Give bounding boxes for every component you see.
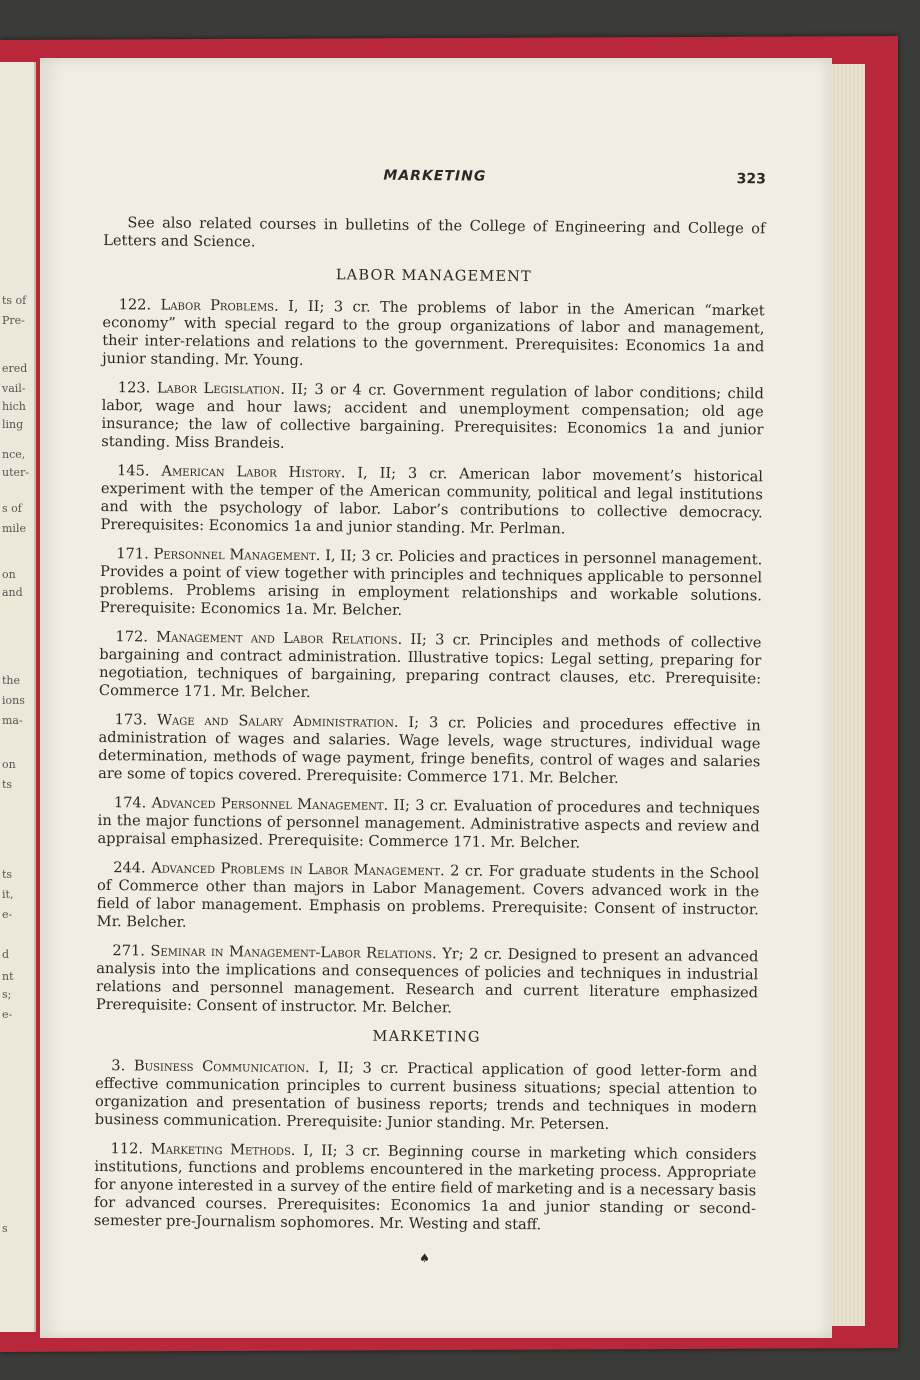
running-head-title: MARKETING (383, 167, 487, 185)
left-page-fragment: the (2, 674, 21, 687)
left-page-fragment: s of (2, 502, 22, 515)
left-page-fragment: s; (2, 988, 12, 1001)
left-page-fragment: Pre- (2, 314, 25, 327)
course-title: Labor Legislation. (156, 379, 285, 398)
course-entry (102, 296, 765, 374)
course-number: 123. (117, 379, 151, 397)
course-entry (97, 859, 760, 937)
course-description: I, II; 3 cr. The problems of labor in the American “market economy” with special regard to the group organizations of labor and management, their inter-relations and relations to the government. Prerequisites: Economics 1a and junior standing. Mr. Young. (102, 297, 765, 369)
course-number: 171. (116, 545, 149, 563)
course-entry (100, 545, 763, 623)
left-page-fragment: and (2, 586, 23, 599)
course-title: Business Communication. (133, 1057, 310, 1077)
course-description: Yr; 2 cr. Designed to present an advanced analysis into the implications and consequences of policies and techniques in industrial relations and personnel management. Research and current literature emphasized Prerequisite: Consent of instructor. Mr. Belcher. (95, 945, 759, 1017)
left-page-fragment: ts of (2, 294, 27, 307)
course-description: II; 3 cr. Evaluation of procedures and techniques in the major functions of personnel management. Administrative aspects and review and appraisal emphasized. Prerequisite: Commerce 171. Mr. Belcher. (97, 796, 760, 852)
course-description: I; 3 cr. Policies and procedures effective in administration of wages and salaries. Wage levels, wage structures, individual wage determination, methods of wage payment, fringe benefits, control of wages and salaries are some of topics covered. Prerequisite: Commerce 171. Mr. Belcher. (98, 713, 761, 787)
left-page-fragment: ions (2, 694, 25, 707)
left-page-fragment: ling (2, 418, 24, 431)
course-title: American Labor History. (161, 462, 346, 482)
left-page-fragment: e- (2, 908, 13, 921)
section-heading: LABOR MANAGEMENT (335, 267, 533, 286)
course-description: I, II; 3 cr. Policies and practices in personnel management. Provides a point of view together with principles and techniques applicable to personnel problems. Problems arising in employment relationships and workable solutions. Prerequisite: Economics 1a. Mr. Belcher. (99, 547, 763, 619)
left-page-fragment: vail- (2, 382, 26, 395)
course-description: II; 3 cr. Principles and methods of collective bargaining and contract administration. Illustrative topics: Legal setting, preparing for negotiation, techniques of bargaining, preparing contract clauses, etc. Prerequisite: Commerce 171. Mr. Belcher. (98, 630, 762, 702)
left-page-fragment: hich (2, 400, 26, 413)
course-number: 122. (118, 296, 152, 314)
left-page-fragment: nt (2, 970, 14, 983)
left-page-fragment: e- (2, 1008, 13, 1021)
course-entry (94, 1140, 757, 1236)
page-content (93, 164, 766, 1270)
course-sections (94, 264, 765, 1236)
left-page-fragment: on (2, 568, 16, 581)
course-entry (98, 711, 761, 789)
course-description: 2 cr. For graduate students in the School of Commerce other than majors in Labor Management. Covers advanced work in the field of labor management. Emphasis on problems. Prerequisite: Consent of instructor. Mr. Belcher. (96, 862, 760, 931)
course-title: Advanced Problems in Labor Management. (151, 859, 445, 880)
left-page-fragment: nce, (2, 448, 26, 461)
course-number: 173. (114, 711, 148, 729)
course-title: Advanced Personnel Management. (151, 794, 389, 814)
left-page-fragment: on (2, 758, 16, 771)
left-page-fragment: mile (2, 522, 26, 535)
left-page-fragment: ts (2, 868, 13, 881)
course-entry (100, 462, 763, 540)
course-entry (95, 1057, 758, 1135)
page-number: 323 (736, 171, 766, 188)
course-entry (99, 628, 762, 706)
course-title: Marketing Methods. (150, 1140, 296, 1159)
section-heading: MARKETING (372, 1028, 481, 1046)
course-description: I, II; 3 cr. American labor movement’s historical experiment with the temper of the American community, political and legal institutions and with the psychology of labor. Labor’s contributions to collective democracy. Prerequisites: Economics 1a and junior standing. Mr. Perlman. (100, 464, 764, 538)
course-description: I, II; 3 cr. Beginning course in marketing which considers institutions, functions and problems encountered in the marketing process. Appropriate for anyone interested in a survey of the entire field of marketing and is a necessary basis for advanced courses. Prerequisites: Economics 1a and junior standing or second-semester pre-Journalism sophomores. Mr. Westing and staff. (93, 1141, 757, 1234)
course-entry (96, 942, 759, 1020)
course-description: I, II; 3 cr. Practical application of good letter-form and effective communication principles to current business situations; special attention to organization and presentation of business reports; trends and techniques in modern business communication. Prerequisite: Junior standing. Mr. Petersen. (94, 1059, 758, 1133)
course-number: 112. (110, 1140, 144, 1158)
course-number: 145. (116, 462, 150, 480)
course-number: 174. (113, 794, 147, 812)
footer-mark: ♠ (419, 1251, 430, 1266)
left-page-edge (0, 62, 36, 1332)
left-page-fragment: ma- (2, 714, 23, 727)
left-page-fragment: uter- (2, 466, 29, 479)
course-title: Management and Labor Relations. (156, 628, 403, 648)
course-description: II; 3 or 4 cr. Government regulation of labor conditions; child labor, wage and hour laws; accident and unemployment compensation; old age insurance; the law of collective bargaining. Prerequisites: Economics 1a and junior standing. Miss Brandeis. (101, 380, 764, 452)
course-entry (97, 794, 759, 854)
course-number: 3. (111, 1057, 126, 1075)
course-title: Wage and Salary Administration. (156, 711, 399, 731)
course-title: Labor Problems. (160, 296, 279, 315)
left-page-fragment: d (2, 948, 10, 961)
left-page-fragment: ts (2, 778, 13, 791)
intro-note: See also related courses in bulletins of the College of Engineering and College of Letters and Science. (103, 214, 766, 251)
course-title: Seminar in Management-Labor Relations. (150, 942, 437, 963)
course-entry (101, 379, 764, 457)
left-page-fragment: s (2, 1222, 8, 1235)
course-number: 271. (112, 942, 146, 960)
course-number: 244. (113, 859, 146, 877)
course-number: 172. (115, 628, 149, 646)
course-title: Personnel Management. (153, 545, 321, 565)
running-head (104, 164, 766, 194)
left-page-fragment: ered (2, 362, 28, 375)
left-page-fragment: it, (2, 888, 14, 901)
